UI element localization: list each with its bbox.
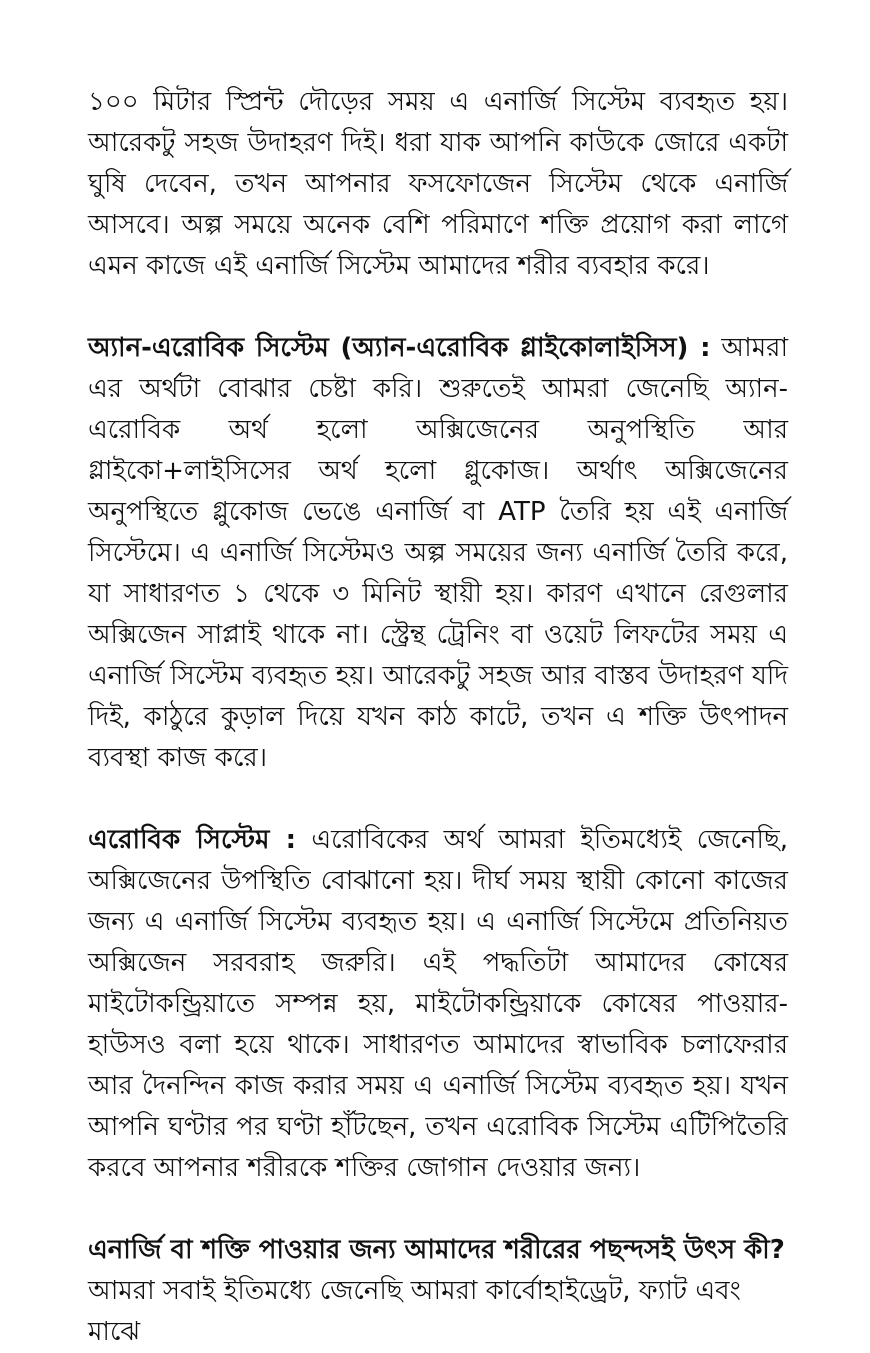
paragraph-aerobic-system [88,820,788,1189]
heading-anaerobic-system: অ্যান-এরোবিক সিস্টেম (অ্যান-এরোবিক গ্লাইকোলাইসিস) : [88,333,711,363]
paragraph-anaerobic-system [88,328,788,779]
text-aerobic-system: এরোবিকের অর্থ আমরা ইতিমধ্যেই জেনেছি, অক্সিজেনের উপস্থিতি বোঝানো হয়। দীর্ঘ সময় স্থায়ী কোনো কাজের জন্য এ এনার্জি সিস্টেম ব্যবহৃত হয়। এ এনার্জি সিস্টেমে প্রতিনিয়ত অক্সিজেন সরবরাহ জরুরি। এই পদ্ধতিটা আমাদের কোষের মাইটোকন্ড্রিয়াতে সম্পন্ন হয়, মাইটোকন্ড্রিয়াকে কোষের পাওয়ার-হাউসও বলা হয়ে থাকে। সাধারণত আমাদের স্বাভাবিক চলাফেরার আর দৈনন্দিন কাজ করার সময় এ এনার্জি সিস্টেম ব্যবহৃত হয়। যখন আপনি ঘণ্টার পর ঘণ্টা হাঁটছেন, তখন এরোবিক সিস্টেম এটিপিতৈরি করবে আপনার শরীরকে শক্তির জোগান দেওয়ার জন্য। [88,825,788,1183]
heading-aerobic-system: এরোবিক সিস্টেম : [88,825,296,855]
document-page [88,82,788,1353]
heading-preferred-energy-source: এনার্জি বা শক্তি পাওয়ার জন্য আমাদের শরীরের পছন্দসই উৎস কী? [88,1235,785,1265]
text-anaerobic-system: আমরা এর অর্থটা বোঝার চেষ্টা করি। শুরুতেই আমরা জেনেছি অ্যান-এরোবিক অর্থ হলো অক্সিজেনের অনুপস্থিতি আর গ্লাইকো+লাইসিসের অর্থ হলো গ্লুকোজ। অর্থাৎ অক্সিজেনের অনুপস্থিতে গ্লুকোজ ভেঙে এনার্জি বা ATP তৈরি হয় এই এনার্জি সিস্টেমে। এ এনার্জি সিস্টেমও অল্প সময়ের জন্য এনার্জি তৈরি করে, যা সাধারণত ১ থেকে ৩ মিনিট স্থায়ী হয়। কারণ এখানে রেগুলার অক্সিজেন সাপ্লাই থাকে না। স্ট্রেন্থ ট্রেনিং বা ওয়েট লিফটের সময় এ এনার্জি সিস্টেম ব্যবহৃত হয়। আরেকটু সহজ আর বাস্তব উদাহরণ যদি দিই, কাঠুরে কুড়াল দিয়ে যখন কাঠ কাটে, তখন এ শক্তি উৎপাদন ব্যবস্থা কাজ করে। [88,333,789,773]
paragraph-phosphagen-example: ১০০ মিটার স্প্রিন্ট দৌড়ের সময় এ এনার্জি সিস্টেম ব্যবহৃত হয়। আরেকটু সহজ উদাহরণ দিই। ধরা যাক আপনি কাউকে জোরে একটা ঘুষি দেবেন, তখন আপনার ফসফোজেন সিস্টেম থেকে এনার্জি আসবে। অল্প সময়ে অনেক বেশি পরিমাণে শক্তি প্রয়োগ করা লাগে এমন কাজে এই এনার্জি সিস্টেম আমাদের শরীর ব্যবহার করে। [88,87,788,281]
text-preferred-energy-source: আমরা সবাই ইতিমধ্যে জেনেছি আমরা কার্বোহাইড্রেট, ফ্যাট এবং মাঝে [88,1276,741,1347]
